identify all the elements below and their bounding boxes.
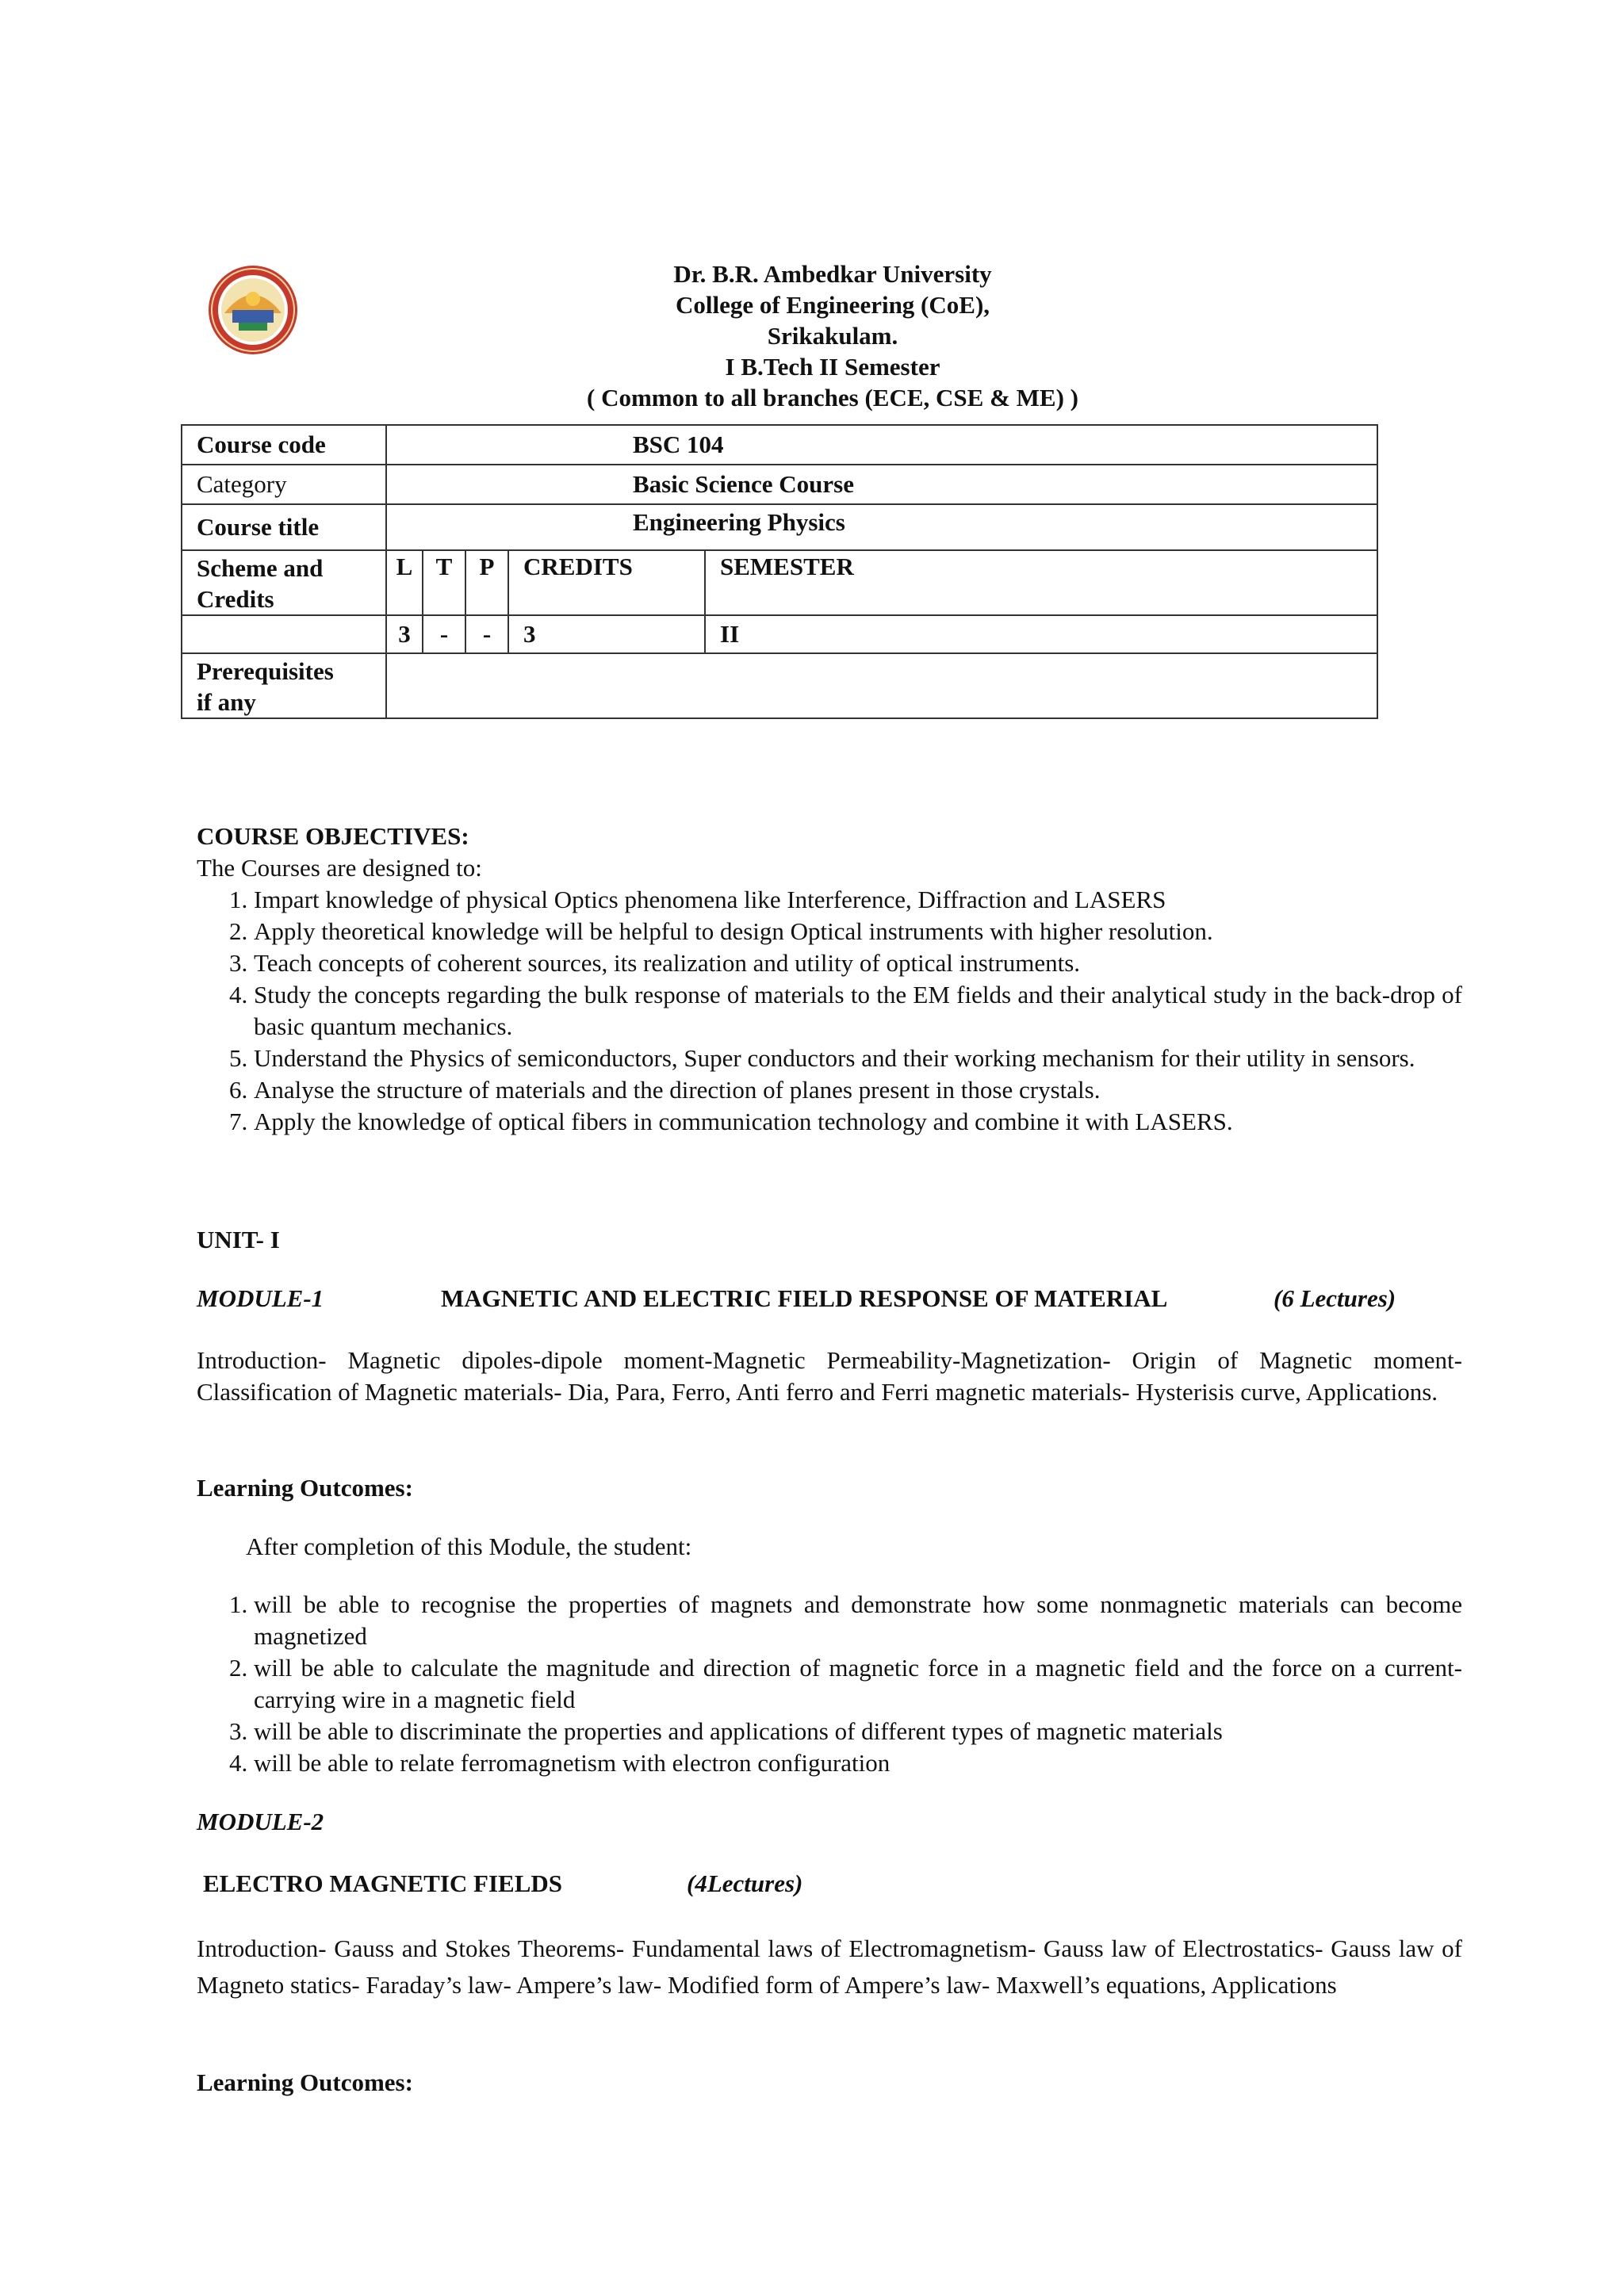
list-item: 4. will be able to relate ferromagnetism with electron configuration [254, 1747, 1462, 1779]
list-item: 1. will be able to recognise the properties of magnets and demonstrate how some nonmagnetic materials can become magnetized [254, 1589, 1462, 1652]
table-row [182, 425, 1377, 465]
list-item: 7. Apply the knowledge of optical fibers in communication technology and combine it with LASERS. [254, 1106, 1462, 1138]
module1-title: MAGNETIC AND ELECTRIC FIELD RESPONSE OF MATERIAL [441, 1284, 1168, 1312]
table-row [182, 615, 1377, 653]
list-item: 4. Study the concepts regarding the bulk response of materials to the EM fields and their analytical study in the back-drop of basic quantum mechanics. [254, 979, 1462, 1043]
list-item: 2. will be able to calculate the magnitude and direction of magnetic force in a magnetic field and the force on a current-carrying wire in a magnetic field [254, 1652, 1462, 1716]
module1-outcomes [197, 1589, 1462, 1779]
college-name: College of Engineering (CoE), [675, 291, 990, 319]
objectives-intro: The Courses are designed to: [197, 854, 482, 882]
objectives-heading: COURSE OBJECTIVES: [197, 822, 469, 850]
table-row [182, 653, 1377, 718]
list-item: 3. Teach concepts of coherent sources, its realization and utility of optical instruments. [254, 947, 1462, 979]
scheme-label-line2: Credits [197, 585, 274, 613]
branches-line: ( Common to all branches (ECE, CSE & ME) ) [587, 384, 1078, 411]
list-item: 3. will be able to discriminate the properties and applications of different types of magnetic materials [254, 1716, 1462, 1747]
module1-outcomes-intro: After completion of this Module, the student: [246, 1533, 692, 1560]
semester-head: SEMESTER [705, 550, 1377, 615]
course-title-label: Course title [182, 504, 386, 550]
outcomes-list [197, 1589, 1462, 1779]
list-item: 2. Apply theoretical knowledge will be helpful to design Optical instruments with higher resolution. [254, 916, 1462, 947]
unit-heading: UNIT- I [197, 1226, 280, 1253]
module2-header [203, 1868, 1469, 1900]
list-item: 1. Impart knowledge of physical Optics phenomena like Interference, Diffraction and LASERS [254, 884, 1462, 916]
module2-label: MODULE-2 [197, 1808, 324, 1835]
objectives-list [197, 884, 1462, 1138]
city-name: Srikakulam. [767, 322, 898, 350]
university-name: Dr. B.R. Ambedkar University [673, 260, 992, 288]
p-head: P [465, 550, 508, 615]
module2-lectures: (4Lectures) [687, 1869, 803, 1897]
objectives-section [197, 821, 1462, 1138]
semester-line: I B.Tech II Semester [725, 353, 940, 381]
l-value: 3 [386, 615, 423, 653]
document-header [444, 258, 1221, 413]
course-title-value: Engineering Physics [386, 504, 1377, 550]
list-item: 6. Analyse the structure of materials and the direction of planes present in those crystals. [254, 1074, 1462, 1106]
list-item: 5. Understand the Physics of semiconductors, Super conductors and their working mechanism for their utility in sensors. [254, 1043, 1462, 1074]
p-value: - [465, 615, 508, 653]
prereq-label-line1: Prerequisites [197, 657, 334, 685]
prerequisites-label [182, 653, 386, 718]
module1-header [197, 1283, 1462, 1314]
prerequisites-value [386, 653, 1377, 718]
semester-value: II [705, 615, 1377, 653]
t-value: - [423, 615, 465, 653]
module1-label: MODULE-1 [197, 1284, 324, 1312]
t-head: T [423, 550, 465, 615]
credits-head: CREDITS [508, 550, 705, 615]
module2-title: ELECTRO MAGNETIC FIELDS [203, 1869, 563, 1897]
module1-body: Introduction- Magnetic dipoles-dipole moment-Magnetic Permeability-Magnetization- Origin of Magnetic moment- Classification of Magnetic materials- Dia, Para, Ferro, Anti ferro and Ferri magnetic materials- Hysterisis curve, Applications. [197, 1346, 1462, 1406]
course-info-table [181, 424, 1378, 719]
empty-cell [182, 615, 386, 653]
table-row [182, 504, 1377, 550]
scheme-label [182, 550, 386, 615]
scheme-label-line1: Scheme and [197, 554, 324, 582]
university-logo [201, 262, 305, 358]
course-code-value: BSC 104 [386, 425, 1377, 465]
category-label: Category [182, 465, 386, 504]
category-value: Basic Science Course [386, 465, 1377, 504]
module1-lectures: (6 Lectures) [1274, 1284, 1396, 1312]
table-row [182, 465, 1377, 504]
credits-value: 3 [508, 615, 705, 653]
module2-body: Introduction- Gauss and Stokes Theorems- Fundamental laws of Electromagnetism- Gauss law of Electrostatics- Gauss law of Magneto statics- Faraday’s law- Ampere’s law- Modified form of Ampere’s law- Maxwell’s equations, Applications [197, 1934, 1462, 1999]
module1-outcomes-heading: Learning Outcomes: [197, 1474, 413, 1502]
prereq-label-line2: if any [197, 688, 256, 716]
table-row [182, 550, 1377, 615]
course-code-label: Course code [182, 425, 386, 465]
module2-outcomes-heading: Learning Outcomes: [197, 2068, 413, 2096]
l-head: L [386, 550, 423, 615]
